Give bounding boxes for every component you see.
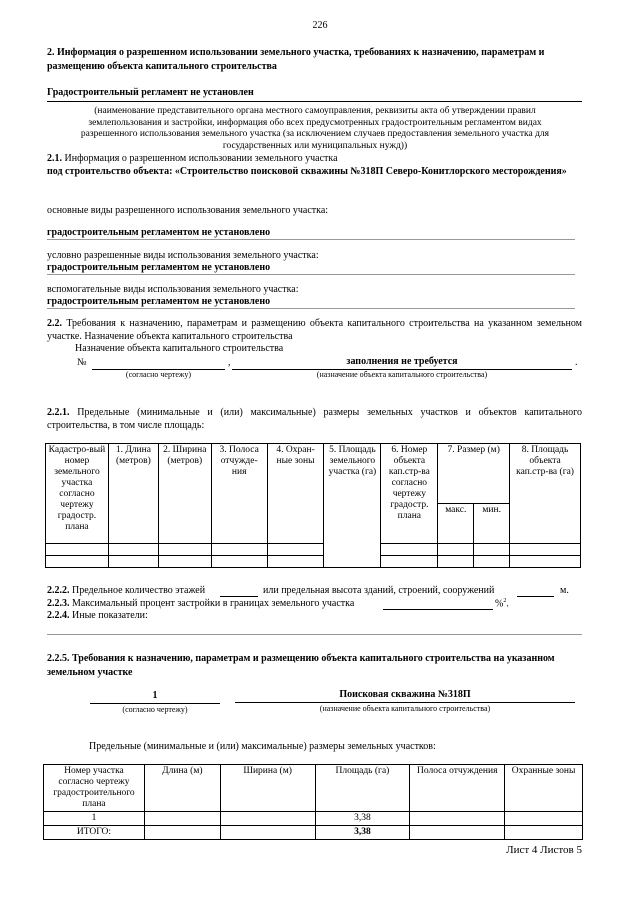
table-cell [510, 556, 581, 568]
s223-unit: %$^2$. [495, 598, 509, 610]
main-uses-label: основные виды разрешенного использования земельного участка: [47, 205, 329, 216]
s225-number: 1 [152, 690, 158, 701]
header-object-number: 6. Номер объекта кап.стр-ва согласно чертежу градостр. плана [381, 444, 438, 544]
s225-heading: 2.2.5. Требования к назначению, параметрам и размещению объекта капитального строительства на указанном земельном участке [47, 653, 555, 678]
plots-cell [505, 826, 583, 840]
table-cell [381, 544, 438, 556]
s223-text [47, 598, 354, 609]
s223-num: 2.2.3. [47, 598, 70, 609]
plots-cell [220, 812, 315, 826]
percent-underline [383, 609, 493, 610]
table-cell [158, 544, 211, 556]
s224-text-body: Иные показатели: [69, 610, 148, 621]
sizes-table [45, 443, 581, 568]
s222-text-b: или предельная высота зданий, строений, сооружений [263, 585, 495, 596]
plots-header-width: Ширина (м) [220, 765, 315, 812]
s221-text-body: Предельные (минимальные и (или) максимальные) размеры земельных участков и объектов капитального строительства, в том числе площадь: [47, 407, 582, 431]
s22-no-sign: № [77, 357, 87, 368]
cond-uses-value: градостроительным регламентом не установлено [47, 262, 271, 273]
plots-cell: 1 [44, 812, 145, 826]
other-underline [47, 634, 582, 635]
s224-num: 2.2.4. [47, 610, 70, 621]
plots-table [43, 764, 583, 840]
plots-cell: 3,38 [315, 812, 410, 826]
table-cell [474, 556, 510, 568]
table-cell [46, 556, 109, 568]
regulation-underline [47, 101, 582, 102]
s222-text-a-body: Предельное количество этажей [69, 585, 206, 596]
table-cell [158, 556, 211, 568]
table-cell [474, 544, 510, 556]
plots-header-exclusion: Полоса отчуждения [410, 765, 505, 812]
s21-for-object: под строительство объекта: «Строительство поисковой скважины №318П Северо-Конитлорского месторождения» [47, 166, 567, 177]
plots-header-length: Длина (м) [144, 765, 220, 812]
plots-header-protection: Охранные зоны [505, 765, 583, 812]
header-cadastral: Кадастро-вый номер земельного участка согласно чертежу градостр. плана [46, 444, 109, 544]
table-row-total [44, 826, 583, 840]
plots-cell [410, 812, 505, 826]
s222-unit: м. [560, 585, 569, 596]
page-number: 226 [312, 20, 328, 31]
table-cell [211, 544, 267, 556]
table-cell [381, 556, 438, 568]
regulation-note: (наименование представительного органа местного самоуправления, реквизиты акта об утверждении правил землепользования и застройки, информация обо всех предусмотренных градостроительным регламентом видах разрешенного использования земельного участка (за исключением случаев предоставления земельного участка для государственных или муниципальных нужд)) [80, 106, 550, 151]
plots-cell [144, 812, 220, 826]
s225-note-left: (согласно чертежу) [122, 705, 188, 714]
s225-number-underline [90, 703, 220, 704]
plots-cell [505, 812, 583, 826]
aux-uses-underline [47, 308, 575, 309]
s222-text-a [47, 585, 205, 596]
s224-text [47, 610, 148, 621]
table-cell [108, 544, 158, 556]
header-plot-area: 5. Площадь земельного участка (га) [324, 444, 381, 568]
cond-uses-label: условно разрешенные виды использования земельного участка: [47, 250, 319, 261]
header-length: 1. Длина (метров) [108, 444, 158, 544]
s22-dot: . [575, 357, 578, 368]
s225-name: Поисковая скважина №318П [339, 689, 471, 700]
s22-note-right: (назначение объекта капитального строительства) [316, 370, 488, 379]
plots-total-area: 3,38 [315, 826, 410, 840]
plots-cell [144, 826, 220, 840]
table-cell [46, 544, 109, 556]
cond-uses-underline [47, 274, 575, 275]
plots-header-number: Номер участка согласно чертежу градостроительного плана [44, 765, 145, 812]
aux-uses-value: градостроительным регламентом не установлено [47, 296, 271, 307]
s223-sup: 2 [503, 598, 507, 604]
s21-title-text: Информация о разрешенном использовании земельного участка [62, 153, 338, 164]
plots-header-area: Площадь (га) [315, 765, 410, 812]
s221-text [47, 406, 582, 432]
s225-note-right: (назначение объекта капитального строительства) [319, 704, 491, 713]
table-cell [267, 544, 324, 556]
s21-title [47, 153, 338, 164]
header-size-max: макс. [438, 504, 474, 544]
s22-note-left: (согласно чертежу) [125, 370, 192, 379]
s223-text-body: Максимальный процент застройки в границах земельного участка [69, 598, 355, 609]
header-width: 2. Ширина (метров) [158, 444, 211, 544]
main-uses-value: градостроительным регламентом не установлено [47, 227, 271, 238]
table-cell [438, 556, 474, 568]
header-object-area: 8. Площадь объекта кап.стр-ва (га) [510, 444, 581, 544]
s225-name-underline [235, 702, 575, 703]
table-cell [108, 556, 158, 568]
plots-total-label: ИТОГО: [44, 826, 145, 840]
main-uses-underline [47, 239, 575, 240]
header-exclusion: 3. Полоса отчужде-ния [211, 444, 267, 544]
section-2-heading: 2. Информация о разрешенном использовании земельного участка, требованиях к назначению, параметрам и размещению объекта капитального строительства [47, 47, 545, 72]
plots-cell [220, 826, 315, 840]
header-size: 7. Размер (м) [438, 444, 510, 504]
s221-num: 2.2.1. [47, 407, 70, 418]
table-cell [211, 556, 267, 568]
s22-comma: , [228, 357, 231, 368]
table-cell [510, 544, 581, 556]
s225-sizes-label: Предельные (минимальные и (или) максимальные) размеры земельных участков: [89, 741, 436, 752]
table-cell [267, 556, 324, 568]
s22-text [47, 317, 582, 343]
s22-text-body: Требования к назначению, параметрам и размещению объекта капитального строительства на указанном земельном участке. Назначение объекта капитального строительства [47, 318, 582, 342]
aux-uses-label: вспомогательные виды использования земельного участка: [47, 284, 299, 295]
s22-value: заполнения не требуется [346, 356, 458, 367]
plots-cell [410, 826, 505, 840]
sheet-footer: Лист 4 Листов 5 [506, 844, 582, 856]
s22-num: 2.2. [47, 318, 62, 329]
regulation-title: Градостроительный регламент не установлен [47, 87, 254, 98]
s21-num: 2.1. [47, 153, 62, 164]
s223-unit-text: % [495, 598, 504, 610]
header-protection: 4. Охран-ные зоны [267, 444, 324, 544]
height-underline [517, 596, 554, 597]
table-row [44, 812, 583, 826]
table-cell [438, 544, 474, 556]
s22-purpose-label: Назначение объекта капитального строительства [75, 343, 284, 354]
floors-underline [220, 596, 258, 597]
header-size-min: мин. [474, 504, 510, 544]
s222-num: 2.2.2. [47, 585, 70, 596]
